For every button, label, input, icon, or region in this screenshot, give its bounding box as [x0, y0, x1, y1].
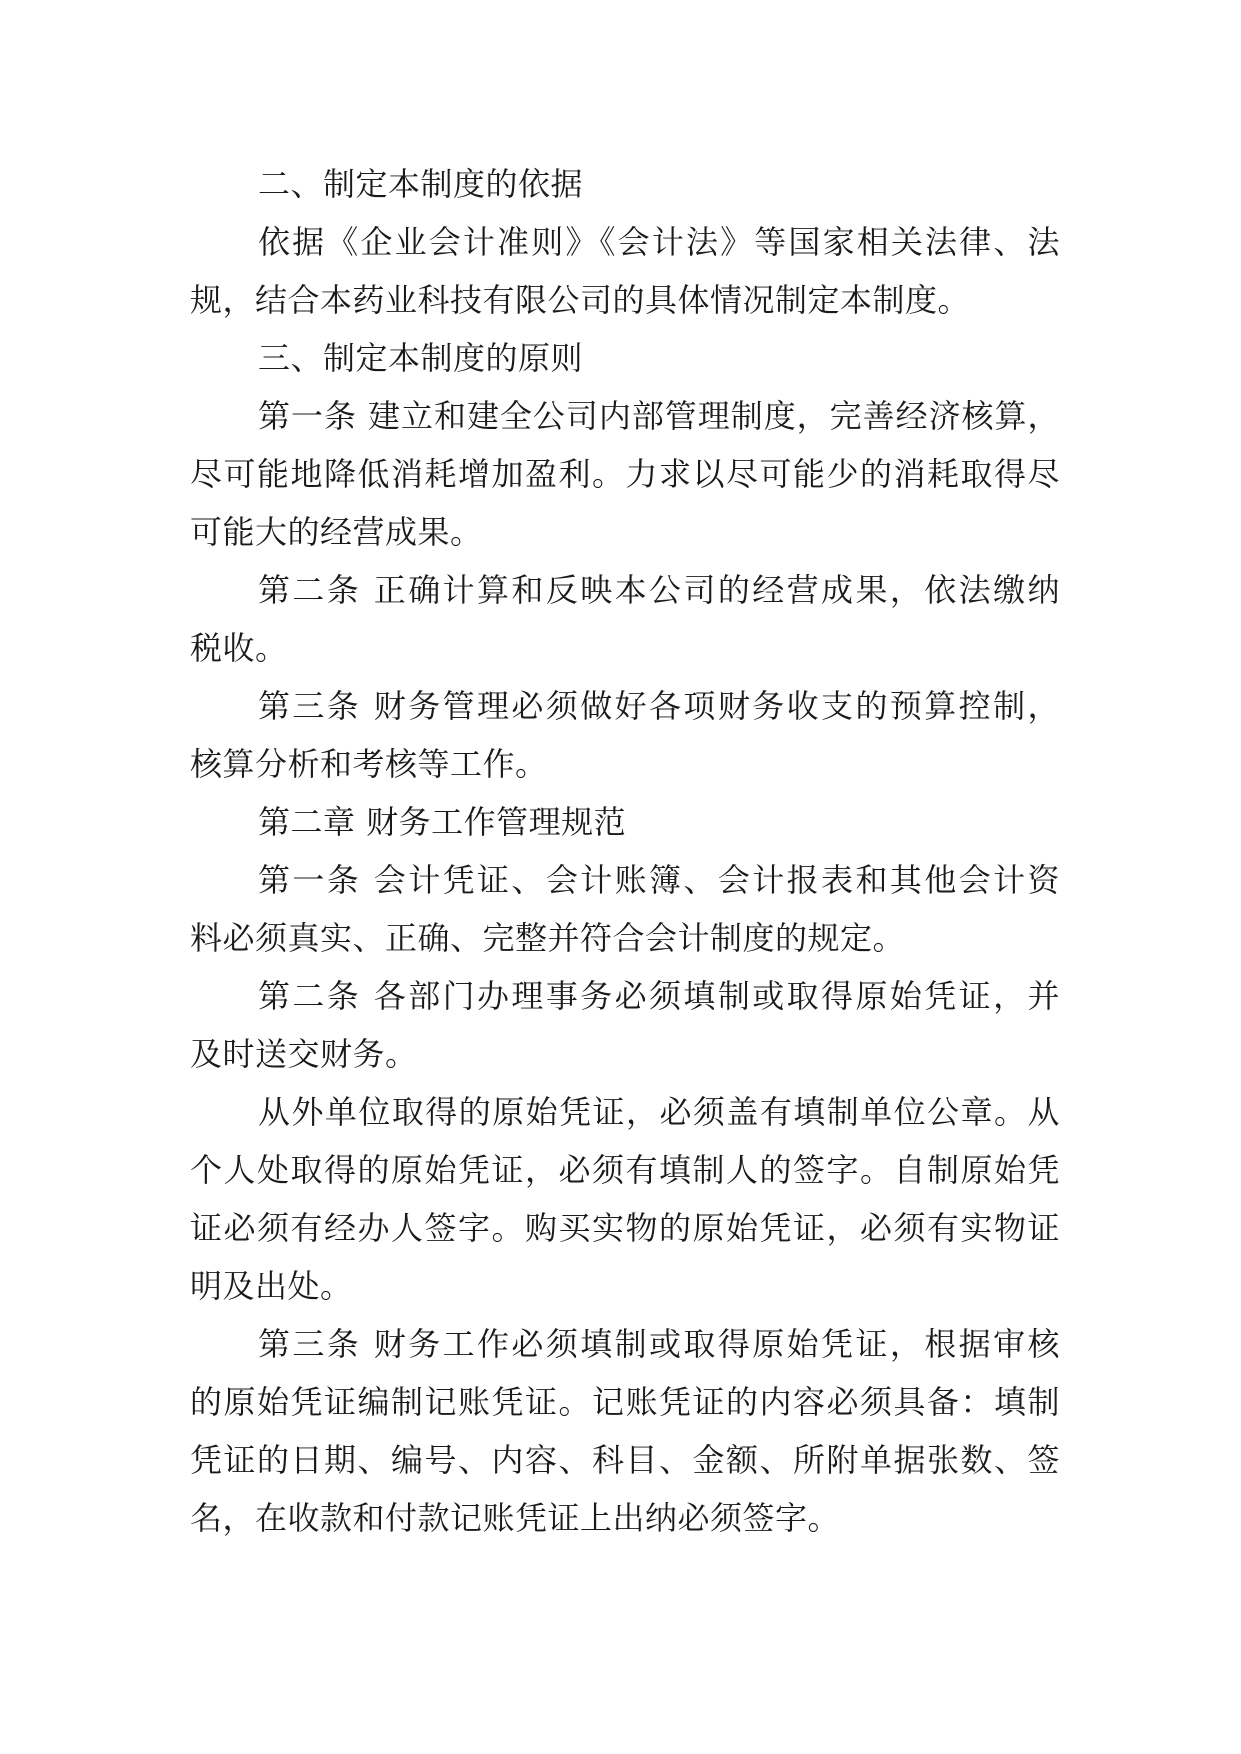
paragraph-line: 税收。 — [190, 629, 288, 667]
article-line: 第二条 各部门办理事务必须填制或取得原始凭证，并 — [258, 977, 1060, 1015]
document-page — [190, 155, 1060, 1547]
paragraph-line: 核算分析和考核等工作。 — [190, 745, 548, 783]
paragraph-line: 的原始凭证编制记账凭证。记账凭证的内容必须具备：填制 — [190, 1383, 1060, 1421]
paragraph-line: 依据《企业会计准则》《会计法》等国家相关法律、法 — [258, 223, 1060, 261]
article-line: 第一条 建立和建全公司内部管理制度，完善经济核算， — [258, 397, 1060, 435]
paragraph-line: 从外单位取得的原始凭证，必须盖有填制单位公章。从 — [258, 1093, 1060, 1131]
paragraph-line: 可能大的经营成果。 — [190, 513, 483, 551]
section-heading-basis: 二、制定本制度的依据 — [258, 165, 584, 203]
article-line: 第三条 财务工作必须填制或取得原始凭证，根据审核 — [258, 1325, 1060, 1363]
paragraph-line: 及时送交财务。 — [190, 1035, 418, 1073]
article-line: 第一条 会计凭证、会计账簿、会计报表和其他会计资 — [258, 861, 1060, 899]
paragraph-line: 凭证的日期、编号、内容、科目、金额、所附单据张数、签 — [190, 1441, 1060, 1479]
paragraph-line: 证必须有经办人签字。购买实物的原始凭证，必须有实物证 — [190, 1209, 1060, 1247]
paragraph-line: 料必须真实、正确、完整并符合会计制度的规定。 — [190, 919, 906, 957]
article-line: 第二条 正确计算和反映本公司的经营成果，依法缴纳 — [258, 571, 1060, 609]
section-heading-principles: 三、制定本制度的原则 — [258, 339, 584, 377]
paragraph-line: 个人处取得的原始凭证，必须有填制人的签字。自制原始凭 — [190, 1151, 1060, 1189]
paragraph-line: 尽可能地降低消耗增加盈利。力求以尽可能少的消耗取得尽 — [190, 455, 1060, 493]
chapter-heading: 第二章 财务工作管理规范 — [258, 803, 627, 841]
paragraph-line: 名，在收款和付款记账凭证上出纳必须签字。 — [190, 1499, 841, 1537]
paragraph-line: 规，结合本药业科技有限公司的具体情况制定本制度。 — [190, 281, 971, 319]
paragraph-line: 明及出处。 — [190, 1267, 353, 1305]
article-line: 第三条 财务管理必须做好各项财务收支的预算控制， — [258, 687, 1060, 725]
